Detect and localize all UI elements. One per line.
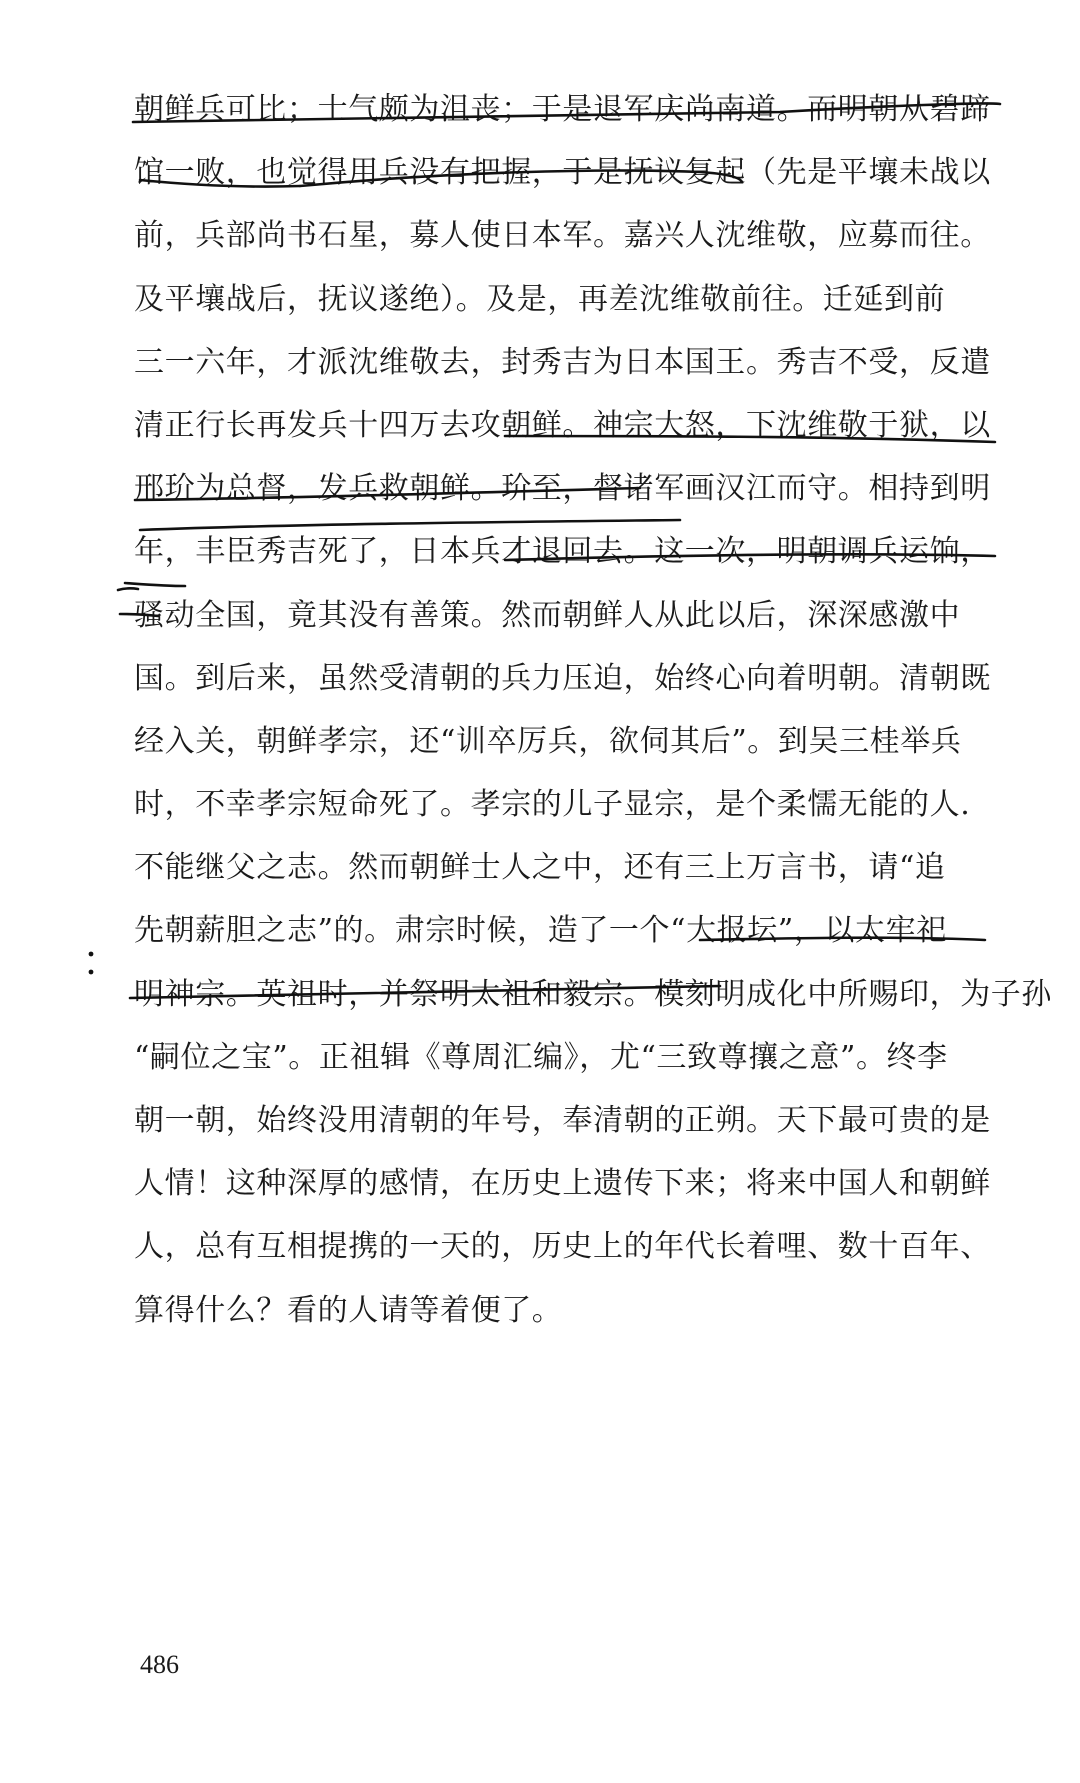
text-line: 国。到后来，虽然受清朝的兵力压迫，始终心向着明朝。清朝既 [134, 660, 991, 696]
text-line: 清正行长再发兵十四万去攻朝鲜。神宗大怒，下沈维敬于狱，以 [134, 407, 991, 443]
text-line: 骚动全国，竟其没有善策。然而朝鲜人从此以后，深深感激中 [134, 597, 961, 633]
page-number: 486 [140, 1650, 179, 1679]
margin-dots [86, 948, 96, 978]
text-line: 算得什么？看的人请等着便了。 [134, 1292, 563, 1328]
text-line: “嗣位之宝”。正祖辑《尊周汇编》，尤“三致尊攘之意”。终李 [134, 1039, 948, 1075]
text-line: 先朝薪胆之志”的。肃宗时候，造了一个“大报坛”，以太牢祀 [134, 913, 947, 949]
text-line: 三一六年，才派沈维敬去，封秀吉为日本国王。秀吉不受，反遣 [134, 344, 991, 380]
text-line: 人，总有互相提携的一天的，历史上的年代长着哩、数十百年、 [134, 1229, 991, 1265]
text-line: 朝鲜兵可比；士气颇为沮丧；于是退军庆尚南道。而明朝从碧蹄 [134, 92, 991, 127]
text-line: 人情！这种深厚的感情，在历史上遗传下来；将来中国人和朝鲜 [134, 1166, 991, 1202]
text-line: 经入关，朝鲜孝宗，还“训卒厉兵，欲伺其后”。到吴三桂举兵 [134, 723, 962, 759]
text-line: 时，不幸孝宗短命死了。孝宗的儿子显宗，是个柔懦无能的人. [134, 787, 971, 823]
text-line: 朝一朝，始终没用清朝的年号，奉清朝的正朔。天下最可贵的是 [134, 1103, 991, 1138]
text-line: 前，兵部尚书石星，募人使日本军。嘉兴人沈维敬，应募而往。 [134, 218, 991, 254]
body-text [134, 78, 1052, 1342]
text-line: 馆一败，也觉得用兵没有把握，于是抚议复起（先是平壤未战以 [134, 155, 991, 191]
text-line: 明神宗。英祖时，并祭明太祖和毅宗。模刻明成化中所赐印，为子孙 [134, 976, 1052, 1012]
text-line: 年，丰臣秀吉死了，日本兵才退回去。这一次，明朝调兵运饷， [134, 534, 991, 570]
text-line: 邢玠为总督，发兵救朝鲜。玠至，督诸军画汉江而守。相持到明 [134, 471, 991, 507]
text-line: 及平壤战后，抚议遂绝）。及是，再差沈维敬前往。迁延到前 [134, 281, 946, 317]
text-line: 不能继父之志。然而朝鲜士人之中，还有三上万言书，请“追 [134, 850, 946, 886]
